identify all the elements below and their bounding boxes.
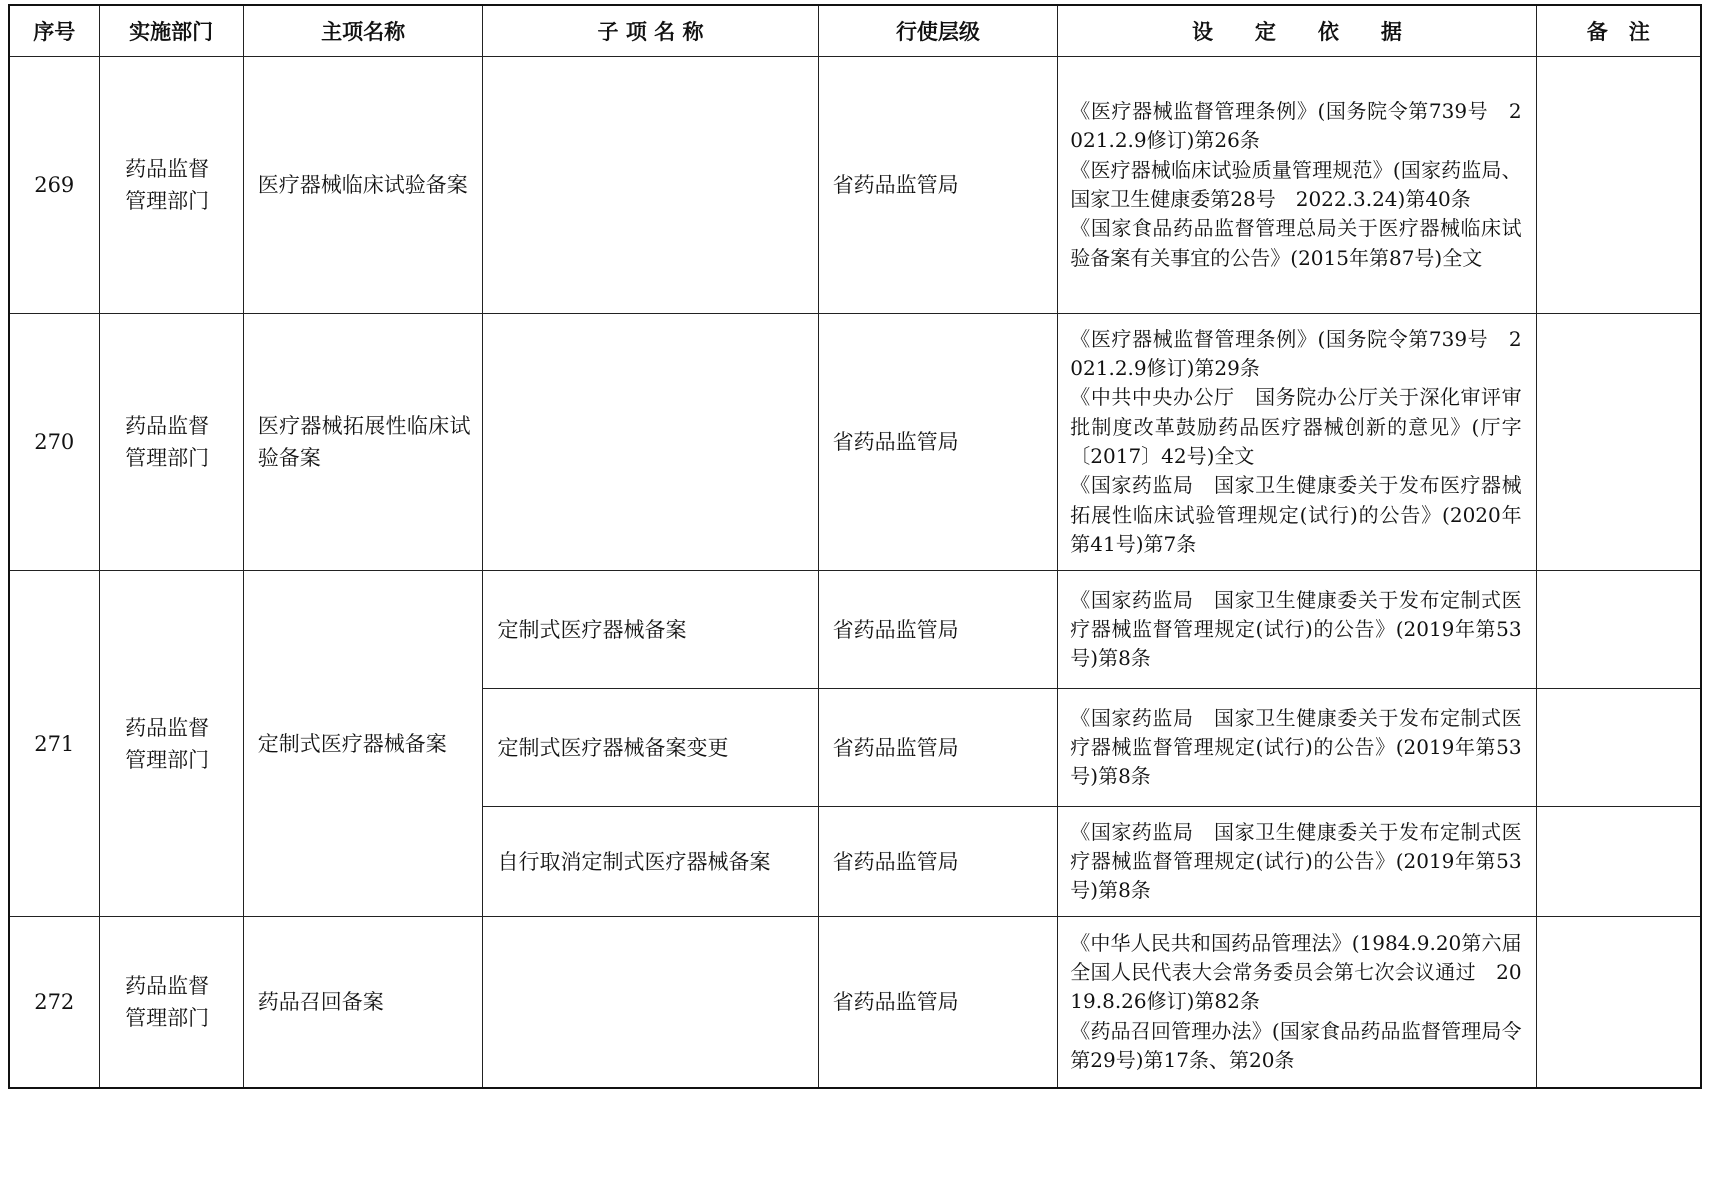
table-row — [9, 314, 1701, 571]
header-dept: 实施部门 — [99, 5, 243, 57]
row-level: 省药品监管局 — [832, 990, 959, 1014]
row-note — [1536, 571, 1701, 689]
header-seq: 序号 — [9, 5, 99, 57]
row-note — [1536, 314, 1701, 571]
row-level: 省药品监管局 — [832, 849, 959, 874]
row-basis: 《医疗器械监督管理条例》(国务院令第739号 2021.2.9修订)第26条 《医疗器械临床试验质量管理规范》(国家药监局、国家卫生健康委第28号 2022.3.24)第40条 《国家食品药品监督管理总局关于医疗器械临床试验备案有关事宜的公告》(2015年第87号)全文 — [1070, 99, 1522, 270]
row-main-item: 医疗器械拓展性临床试验备案 — [257, 414, 471, 470]
row-basis: 《国家药监局 国家卫生健康委关于发布定制式医疗器械监督管理规定(试行)的公告》(2019年第53号)第8条 — [1070, 819, 1522, 903]
row-seq: 272 — [9, 917, 99, 1089]
row-level: 省药品监管局 — [832, 617, 959, 642]
row-sub-item: 定制式医疗器械备案 — [497, 617, 687, 642]
table-row — [9, 571, 1701, 689]
row-basis: 《医疗器械监督管理条例》(国务院令第739号 2021.2.9修订)第29条 《中共中央办公厅 国务院办公厅关于深化审评审批制度改革鼓励药品医疗器械创新的意见》(厅字〔2017〕42号)全文 《国家药监局 国家卫生健康委关于发布医疗器械拓展性临床试验管理规定(试行)的公告》(2020年第41号)第7条 — [1070, 326, 1522, 556]
row-dept: 药品监督管理部门 — [125, 715, 210, 772]
row-level: 省药品监管局 — [832, 430, 959, 454]
row-dept: 药品监督管理部门 — [125, 974, 210, 1030]
row-level: 省药品监管局 — [832, 735, 959, 760]
header-level: 行使层级 — [818, 5, 1058, 57]
row-note — [1536, 57, 1701, 314]
row-note — [1536, 689, 1701, 807]
row-seq: 269 — [9, 57, 99, 314]
row-level: 省药品监管局 — [832, 173, 959, 197]
row-main-item: 定制式医疗器械备案 — [257, 731, 447, 756]
row-seq: 271 — [9, 571, 99, 917]
row-note — [1536, 917, 1701, 1089]
items-table — [8, 4, 1702, 1089]
row-main-item: 医疗器械临床试验备案 — [257, 173, 468, 197]
row-note — [1536, 807, 1701, 917]
table-row — [9, 917, 1701, 1089]
row-sub-item: 定制式医疗器械备案变更 — [497, 735, 729, 760]
table-row — [9, 57, 1701, 314]
header-row — [9, 5, 1701, 57]
header-basis: 设 定 依 据 — [1058, 5, 1536, 57]
row-basis: 《国家药监局 国家卫生健康委关于发布定制式医疗器械监督管理规定(试行)的公告》(2019年第53号)第8条 — [1070, 705, 1522, 789]
row-dept: 药品监督管理部门 — [125, 414, 210, 470]
row-sub-item: 自行取消定制式医疗器械备案 — [497, 849, 771, 874]
row-dept: 药品监督管理部门 — [125, 157, 210, 213]
header-note: 备 注 — [1536, 5, 1701, 57]
row-seq: 270 — [9, 314, 99, 571]
row-basis: 《国家药监局 国家卫生健康委关于发布定制式医疗器械监督管理规定(试行)的公告》(2019年第53号)第8条 — [1070, 587, 1522, 671]
header-main-item: 主项名称 — [243, 5, 483, 57]
row-basis: 《中华人民共和国药品管理法》(1984.9.20第六届全国人民代表大会常务委员会第七次会议通过 2019.8.26修订)第82条 《药品召回管理办法》(国家食品药品监督管理局令第29号)第17条、第20条 — [1070, 930, 1522, 1072]
row-main-item: 药品召回备案 — [257, 990, 384, 1014]
header-sub-item: 子 项 名 称 — [483, 5, 818, 57]
